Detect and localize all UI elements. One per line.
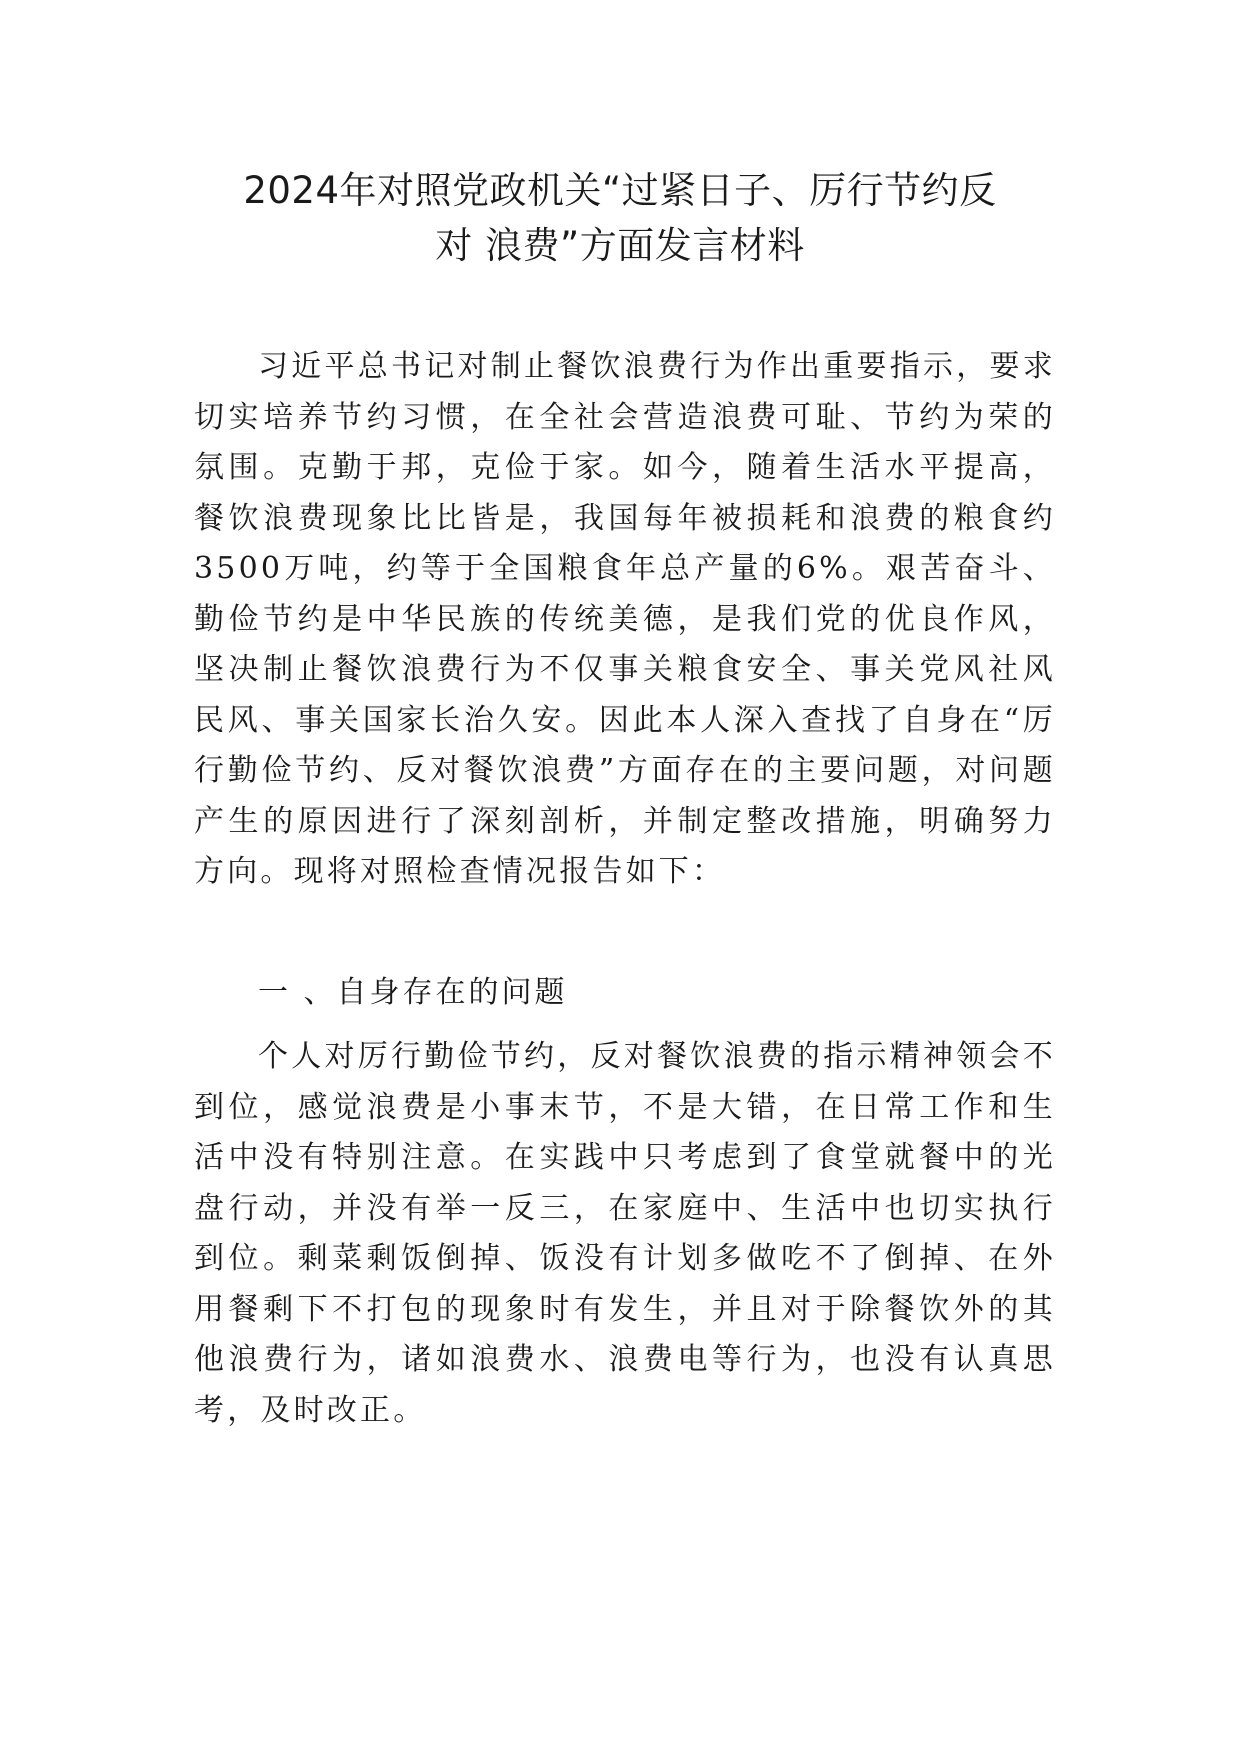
- problems-paragraph: 个人对厉行勤俭节约，反对餐饮浪费的指示精神领会不到位，感觉浪费是小事末节，不是大错，在日常工作和生活中没有特别注意。在实践中只考虑到了食堂就餐中的光盘行动，并没有举一反三，在家庭中、生活中也切实执行到位。剩菜剩饭倒掉、饭没有计划多做吃不了倒掉、在外用餐剩下不打包的现象时有发生，并且对于除餐饮外的其他浪费行为，诸如浪费水、浪费电等行为，也没有认真思考，及时改正。: [194, 1039, 1056, 1428]
- document-title-line-1: 2024年对照党政机关“过紧日子、厉行节约反: [243, 169, 997, 212]
- intro-paragraph: 习近平总书记对制止餐饮浪费行为作出重要指示，要求切实培养节约习惯，在全社会营造浪费可耻、节约为荣的氛围。克勤于邦，克俭于家。如今，随着生活水平提高，餐饮浪费现象比比皆是，我国每年被损耗和浪费的粮食约3500万吨，约等于全国粮食年总产量的6%。艰苦奋斗、勤俭节约是中华民族的传统美德，是我们党的优良作风，坚决制止餐饮浪费行为不仅事关粮食安全、事关党风社风民风、事关国家长治久安。因此本人深入查找了自身在“厉行勤俭节约、反对餐饮浪费”方面存在的主要问题，对问题产生的原因进行了深刻剖析，并制定整改措施，明确努力方向。现将对照检查情况报告如下：: [194, 349, 1056, 889]
- document-title: [150, 163, 1090, 273]
- document-title-line-2: 对 浪费”方面发言材料: [435, 224, 805, 267]
- section-heading-problems: 一 、自身存在的问题: [258, 975, 568, 1010]
